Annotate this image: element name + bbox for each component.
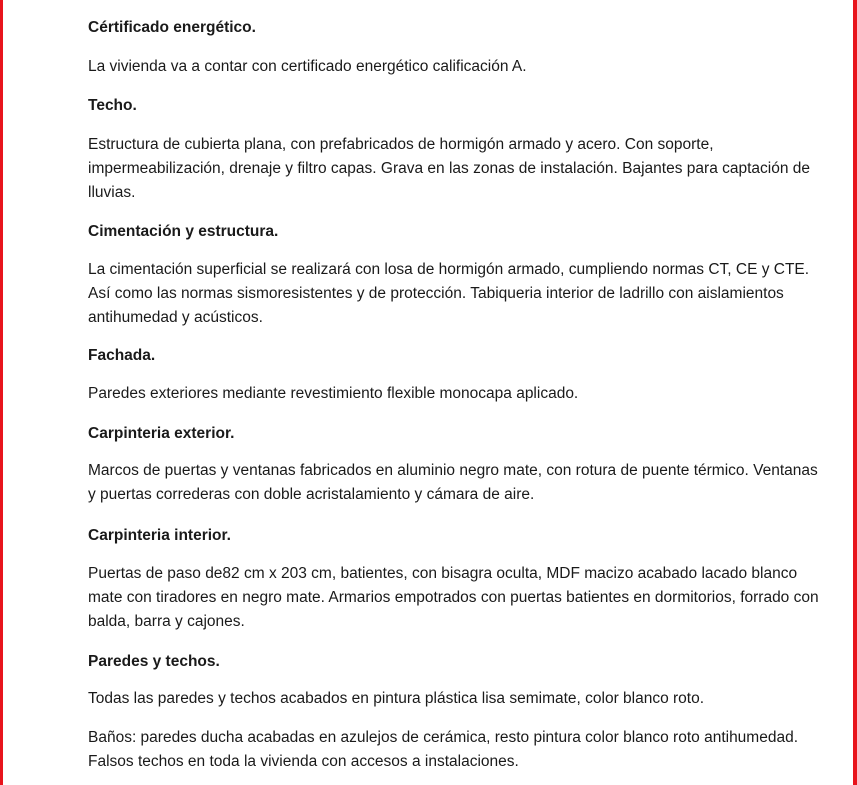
section-cimentacion: [88, 220, 828, 244]
section-carpinteria-exterior: [88, 422, 828, 446]
section-heading: Carpinteria exterior.: [88, 425, 235, 442]
section-techo: [88, 94, 828, 118]
section-cimentacion-body: [88, 258, 828, 330]
section-techo-body: [88, 133, 828, 205]
section-paragraph: Puertas de paso de82 cm x 203 cm, batientes, con bisagra oculta, MDF macizo acabado lacado blanco mate con tiradores en negro mate. Armarios empotrados con puertas batientes en dormitorios, forrado con balda, barra y cajones.: [88, 565, 819, 630]
section-heading: Cértificado energético.: [88, 19, 256, 36]
section-certificado: [88, 16, 828, 40]
section-heading: Cimentación y estructura.: [88, 223, 279, 240]
section-heading: Techo.: [88, 97, 137, 114]
section-carpinteria-exterior-body: [88, 459, 828, 507]
section-paredes: [88, 650, 828, 674]
right-border: [853, 0, 857, 785]
section-fachada-body: [88, 382, 828, 406]
section-carpinteria-interior: [88, 524, 828, 548]
section-paredes-body: [88, 687, 828, 711]
section-paragraph: Baños: paredes ducha acabadas en azulejos de cerámica, resto pintura color blanco roto antihumedad. Falsos techos en toda la vivienda con accesos a instalaciones.: [88, 729, 799, 770]
section-paragraph: Todas las paredes y techos acabados en pintura plástica lisa semimate, color blanco roto.: [88, 690, 705, 707]
section-paredes-body-2: [88, 726, 828, 774]
section-heading: Carpinteria interior.: [88, 527, 231, 544]
left-border: [0, 0, 3, 785]
section-certificado-body: [88, 55, 828, 79]
section-heading: Paredes y techos.: [88, 653, 220, 670]
section-fachada: [88, 344, 828, 368]
section-paragraph: Paredes exteriores mediante revestimiento flexible monocapa aplicado.: [88, 385, 579, 402]
section-paragraph: Estructura de cubierta plana, con prefabricados de hormigón armado y acero. Con soporte, impermeabilización, drenaje y filtro capas. Grava en las zonas de instalación. Bajantes para captación de lluvias.: [88, 136, 811, 201]
section-paragraph: La vivienda va a contar con certificado energético calificación A.: [88, 58, 527, 75]
section-paragraph: Marcos de puertas y ventanas fabricados en aluminio negro mate, con rotura de puente térmico. Ventanas y puertas correderas con doble acristalamiento y cámara de aire.: [88, 462, 818, 503]
section-paragraph: La cimentación superficial se realizará con losa de hormigón armado, cumpliendo normas CT, CE y CTE. Así como las normas sismoresistentes y de protección. Tabiqueria interior de ladrillo con aislamientos antihumedad y acústicos.: [88, 261, 810, 326]
section-carpinteria-interior-body: [88, 562, 828, 634]
section-heading: Fachada.: [88, 347, 156, 364]
